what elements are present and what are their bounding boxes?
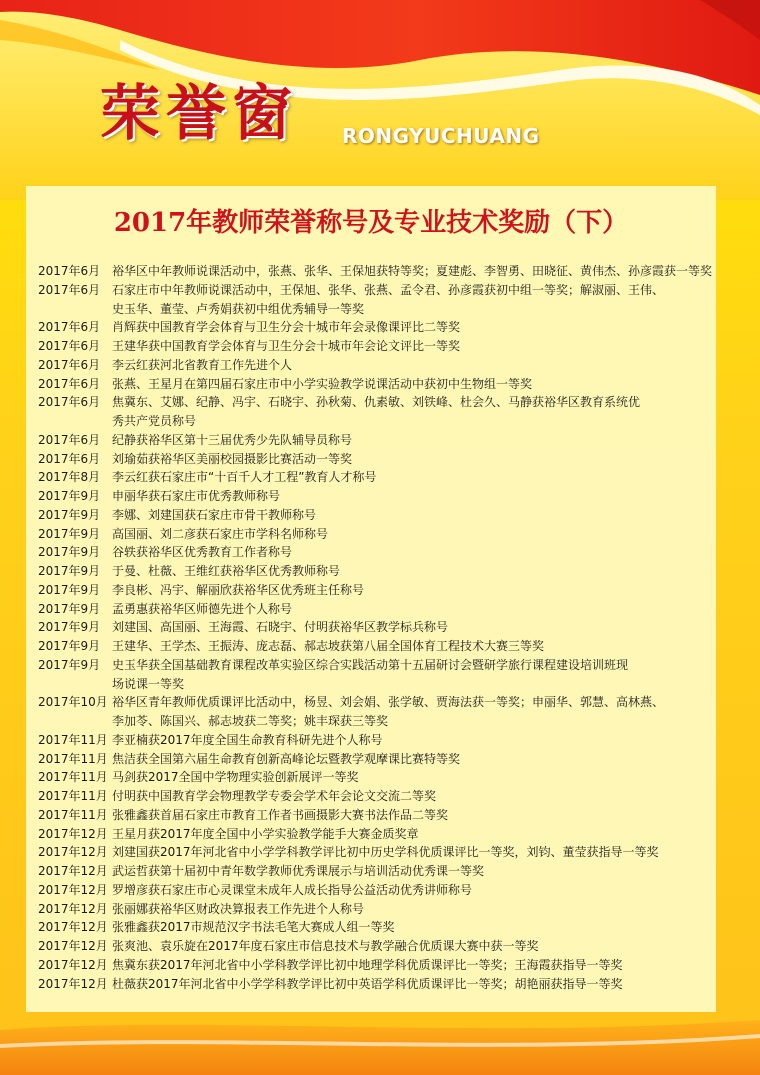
award-item xyxy=(38,431,716,450)
award-text: 焦洁获全国第六届生命教育创新高峰论坛暨教学观摩课比赛特等奖 xyxy=(112,751,461,766)
award-text: 刘瑜茹获裕华区美丽校园摄影比赛活动一等奖 xyxy=(112,451,353,466)
award-item xyxy=(38,581,716,600)
award-date: 2017年6月 xyxy=(38,320,101,335)
award-item xyxy=(38,956,716,975)
award-item xyxy=(38,787,716,806)
award-text: 张爽池、袁乐旋在2017年度石家庄市信息技术与教学融合优质课大赛中获一等奖 xyxy=(112,939,539,953)
award-item xyxy=(38,975,716,994)
award-item xyxy=(38,543,716,562)
award-text: 王建华获中国教育学会体育与卫生分会十城市年会论文评比一等奖 xyxy=(112,339,461,353)
award-text: 谷轶获裕华区优秀教育工作者称号 xyxy=(112,545,293,560)
award-date: 2017年11月 xyxy=(38,807,108,822)
header-subtitle: RONGYUCHUANG xyxy=(342,124,540,148)
award-text: 肖辉获中国教育学会体育与卫生分会十城市年会录像课评比二等奖 xyxy=(112,320,461,335)
award-text: 王建华、王学杰、王振涛、庞志磊、郝志坡获第八届全国体育工程技术大赛三等奖 xyxy=(112,639,545,653)
award-text: 李娜、刘建国获石家庄市骨干教师称号 xyxy=(112,507,317,522)
award-date: 2017年6月 xyxy=(38,432,101,447)
award-date: 2017年9月 xyxy=(38,582,101,597)
award-item xyxy=(38,862,716,881)
award-item xyxy=(38,937,716,956)
award-item xyxy=(38,806,716,825)
award-text: 于曼、杜薇、王维红获裕华区优秀教师称号 xyxy=(112,564,341,578)
award-date: 2017年9月 xyxy=(38,507,101,522)
award-item xyxy=(38,600,716,619)
award-text: 孟勇惠获裕华区师德先进个人称号 xyxy=(112,601,293,616)
award-date: 2017年9月 xyxy=(38,545,101,560)
award-date: 2017年11月 xyxy=(38,751,108,766)
award-date: 2017年9月 xyxy=(38,620,101,635)
award-item xyxy=(38,825,716,844)
award-item xyxy=(38,375,716,394)
award-item xyxy=(38,843,716,862)
award-item xyxy=(38,693,716,731)
award-date: 2017年6月 xyxy=(38,376,101,391)
award-text: 武运哲获第十届初中青年数学教师优秀课展示与培训活动优秀课一等奖 xyxy=(112,864,485,878)
award-date: 2017年6月 xyxy=(38,282,101,297)
award-date: 2017年12月 xyxy=(38,939,108,953)
award-date: 2017年12月 xyxy=(38,901,108,916)
award-date: 2017年6月 xyxy=(38,357,101,372)
award-date: 2017年6月 xyxy=(38,264,101,278)
award-text: 裕华区青年教师优质课评比活动中，杨昱、刘会娟、张学敏、贾海法获一等奖；申丽华、郭慧、高林燕、 李加苓、陈国兴、郝志坡获二等奖；姚丰琛获三等奖 xyxy=(112,695,665,728)
award-item xyxy=(38,281,716,319)
award-item xyxy=(38,656,716,694)
award-text: 张丽娜获裕华区财政决算报表工作先进个人称号 xyxy=(112,901,365,916)
award-text: 张雅鑫获首届石家庄市教育工作者书画摄影大赛书法作品二等奖 xyxy=(112,807,449,822)
award-text: 焦冀东、艾娜、纪静、冯宇、石晓宇、孙秋菊、仇素敏、刘铁峰、杜会久、马静获裕华区教育系统优 秀共产党员称号 xyxy=(112,395,641,428)
award-text: 高国丽、刘二彦获石家庄市学科名师称号 xyxy=(112,526,329,541)
award-date: 2017年10月 xyxy=(38,695,108,710)
award-item xyxy=(38,450,716,469)
award-date: 2017年8月 xyxy=(38,470,101,485)
award-date: 2017年11月 xyxy=(38,770,108,785)
award-item xyxy=(38,918,716,937)
award-date: 2017年9月 xyxy=(38,657,101,672)
award-text: 石家庄市中年教师说课活动中，王保旭、张华、张燕、孟令君、孙彦霞获初中组一等奖；解淑丽、王伟、 史玉华、董莹、卢秀娟获初中组优秀辅导一等奖 xyxy=(112,282,665,316)
award-text: 李云红获石家庄市“十百千人才工程”教育人才称号 xyxy=(112,470,377,485)
award-item xyxy=(38,750,716,769)
award-text: 张雅鑫获2017市规范汉字书法毛笔大赛成人组一等奖 xyxy=(112,920,395,935)
award-date: 2017年9月 xyxy=(38,564,101,578)
award-text: 史玉华获全国基础教育课程改革实验区综合实践活动第十五届研讨会暨研学旅行课程建设培训班现 场说课一等奖 xyxy=(112,657,629,691)
footer-band xyxy=(0,1010,760,1075)
award-date: 2017年12月 xyxy=(38,920,108,935)
award-text: 李云红获河北省教育工作先进个人 xyxy=(112,357,293,372)
award-item xyxy=(38,525,716,544)
award-item xyxy=(38,637,716,656)
award-date: 2017年6月 xyxy=(38,451,101,466)
award-date: 2017年12月 xyxy=(38,826,108,841)
award-item xyxy=(38,487,716,506)
award-date: 2017年6月 xyxy=(38,395,101,410)
award-item xyxy=(38,881,716,900)
award-item xyxy=(38,618,716,637)
award-date: 2017年11月 xyxy=(38,732,108,747)
award-text: 张燕、王星月在第四届石家庄市中小学实验教学说课活动中获初中生物组一等奖 xyxy=(112,376,533,391)
award-item xyxy=(38,506,716,525)
award-text: 李良彬、冯宇、解丽欣获裕华区优秀班主任称号 xyxy=(112,582,365,597)
award-item xyxy=(38,731,716,750)
award-date: 2017年12月 xyxy=(38,976,108,991)
award-date: 2017年12月 xyxy=(38,845,108,860)
award-text: 刘建国获2017年河北省中小学学科教学评比初中历史学科优质课评比一等奖，刘钧、董莹获指导一等奖 xyxy=(112,845,659,860)
award-date: 2017年6月 xyxy=(38,339,101,353)
award-item xyxy=(38,356,716,375)
award-text: 马剑获2017全国中学物理实验创新展评一等奖 xyxy=(112,770,359,785)
award-text: 纪静获裕华区第十三届优秀少先队辅导员称号 xyxy=(112,432,353,447)
award-item xyxy=(38,318,716,337)
award-text: 李亚楠获2017年度全国生命教育科研先进个人称号 xyxy=(112,732,383,747)
award-text: 罗增彦获石家庄市心灵课堂未成年人成长指导公益活动优秀讲师称号 xyxy=(112,882,473,897)
award-text: 杜薇获2017年河北省中小学学科教学评比初中英语学科优质课评比一等奖；胡艳丽获指导一等奖 xyxy=(112,976,623,991)
award-date: 2017年12月 xyxy=(38,957,108,972)
page-title: 2017年教师荣誉称号及专业技术奖励（下） xyxy=(113,208,629,238)
award-text: 裕华区中年教师说课活动中，张燕、张华、王保旭获特等奖；夏建彪、李智勇、田晓征、黄伟杰、孙彦霞获一等奖 xyxy=(112,264,713,278)
award-text: 焦冀东获2017年河北省中小学科教学评比初中地理学科优质课评比一等奖；王海霞获指导一等奖 xyxy=(112,957,623,972)
award-item xyxy=(38,562,716,581)
award-date: 2017年11月 xyxy=(38,789,108,803)
award-list xyxy=(38,262,716,993)
award-item xyxy=(38,768,716,787)
award-text: 申丽华获石家庄市优秀教师称号 xyxy=(112,489,281,503)
award-date: 2017年9月 xyxy=(38,639,101,653)
award-date: 2017年9月 xyxy=(38,526,101,541)
award-date: 2017年12月 xyxy=(38,864,108,878)
award-item xyxy=(38,337,716,356)
award-date: 2017年12月 xyxy=(38,882,108,897)
award-date: 2017年9月 xyxy=(38,489,101,503)
award-date: 2017年9月 xyxy=(38,601,101,616)
award-item xyxy=(38,900,716,919)
award-item xyxy=(38,468,716,487)
header-logo: 荣誉窗 xyxy=(100,79,298,149)
award-text: 刘建国、高国丽、王海霞、石晓宇、付明获裕华区教学标兵称号 xyxy=(112,620,449,635)
award-item xyxy=(38,393,716,431)
award-text: 付明获中国教育学会物理教学专委会学术年会论文交流二等奖 xyxy=(112,789,437,803)
award-text: 王星月获2017年度全国中小学实验教学能手大赛金质奖章 xyxy=(112,826,419,841)
award-item xyxy=(38,262,716,281)
